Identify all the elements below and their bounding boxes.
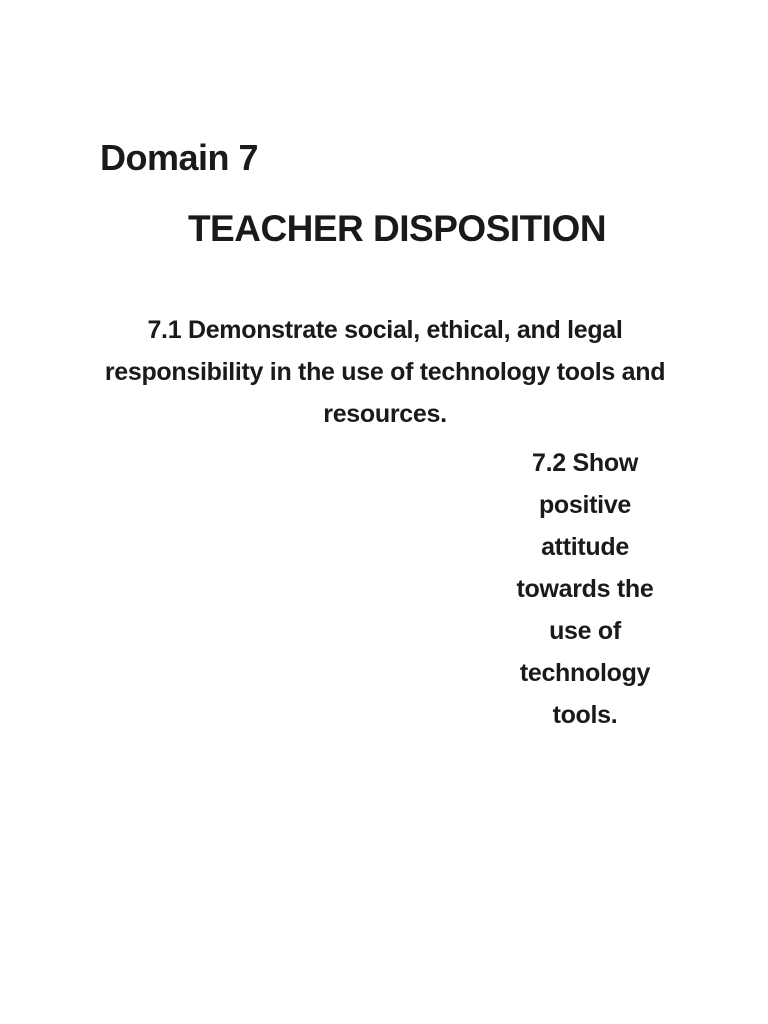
domain-title: TEACHER DISPOSITION [187,208,607,249]
competency-item-7-1: 7.1 Demonstrate social, ethical, and legal responsibility in the use of technology tools and resources. [104,316,666,428]
domain-label: Domain 7 [100,137,259,178]
competency-item-7-2: 7.2 Show positive attitude towards the use of technology tools. [516,449,654,729]
